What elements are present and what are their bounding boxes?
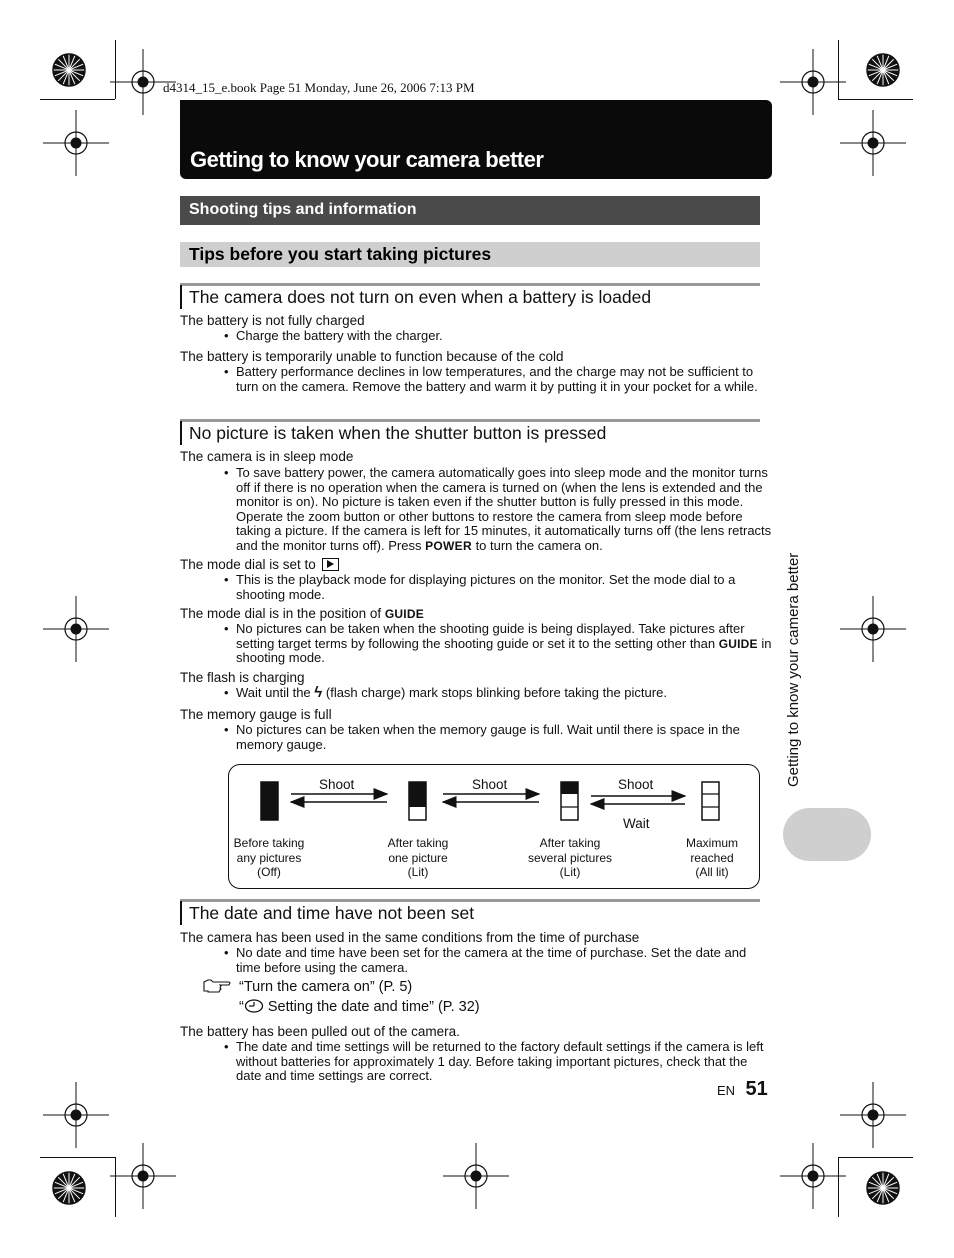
cause-mode-dial-guide: The mode dial is in the position of GUIDE — [180, 606, 424, 621]
memory-gauge-diagram — [228, 764, 760, 889]
playback-icon — [322, 558, 339, 571]
bullet-sleep-mode: • To save battery power, the camera automatically goes into sleep mode and the monitor turns off if there is no operation when the camera is turned on (when the lens is extended and the monitor is on). No picture is taken even if the shutter button is fully pressed in this mode. Operate the zoom button or other buttons to restore the camera from sleep mode before taking a picture. If the camera is left for 15 minutes, it automatically turns off (the lens retracts and the monitor turns off). Press POWER to turn the camera on. — [224, 466, 772, 554]
cause-battery-removed: The battery has been pulled out of the camera. — [180, 1024, 460, 1039]
chapter-title: Getting to know your camera better — [190, 147, 544, 172]
state-label-maximum: Maximum reached (All lit) — [685, 836, 738, 880]
bullet-battery-charge: • Charge the battery with the charger. — [224, 329, 772, 344]
state-label-one: After taking one picture (Lit) — [387, 836, 449, 880]
language-code: EN — [717, 1083, 736, 1098]
guide-mode-label-2: GUIDE — [718, 636, 758, 651]
reference-turn-on[interactable]: “Turn the camera on” (P. 5) — [239, 979, 413, 995]
gauge-off — [261, 782, 278, 820]
section-title: Shooting tips and information — [189, 201, 417, 218]
gauge-several-pictures — [561, 782, 578, 820]
label-wait: Wait — [623, 816, 650, 831]
clock-icon — [244, 999, 264, 1013]
state-label-several: After taking several pictures (Lit) — [527, 836, 613, 880]
page-number: 51 — [745, 1078, 768, 1100]
power-button-label: POWER — [425, 538, 472, 553]
heading-datetime-text: The date and time have not been set — [189, 903, 475, 923]
reference-hand-icon — [202, 978, 232, 994]
vertical-chapter-title: Getting to know your camera better — [785, 552, 802, 787]
cause-flash-charging: The flash is charging — [180, 670, 305, 685]
chapter-side-tab — [783, 808, 871, 861]
cause-sleep-mode: The camera is in sleep mode — [180, 449, 354, 464]
heading-battery — [180, 283, 760, 307]
label-shoot-1: Shoot — [319, 777, 355, 792]
label-shoot-3: Shoot — [618, 777, 654, 792]
heading-datetime — [180, 899, 760, 923]
cause-memory-full: The memory gauge is full — [180, 707, 332, 722]
bullet-mode-dial-guide: • No pictures can be taken when the shooting guide is being displayed. Take pictures after setting target terms by following the shooting guide or set it to the setting other than GUIDE in shooting mode. — [224, 622, 772, 666]
bullet-battery-removed: • The date and time settings will be returned to the factory default settings if the camera is left without batteries for approximately 1 day. Before taking important pictures, check that the date and time settings are correct. — [224, 1040, 772, 1084]
gauge-maximum — [702, 782, 719, 820]
reference-set-date[interactable]: “ Setting the date and time” (P. 32) — [239, 999, 480, 1015]
cause-mode-dial-playback: The mode dial is set to — [180, 557, 339, 572]
cause-battery-charge: The battery is not fully charged — [180, 313, 365, 328]
chapter-title-banner — [180, 100, 772, 179]
heading-battery-text: The camera does not turn on even when a battery is loaded — [189, 287, 652, 307]
bullet-datetime-purchase: • No date and time have been set for the camera at the time of purchase. Set the date and time before using the camera. — [224, 946, 772, 975]
book-file-info: d4314_15_e.book Page 51 Monday, June 26, 2006 7:13 PM — [163, 80, 475, 95]
gauge-one-picture — [409, 782, 426, 820]
subsection-title: Tips before you start taking pictures — [189, 244, 492, 264]
flash-charge-icon: ϟ — [314, 684, 323, 701]
subsection-bar — [180, 242, 760, 267]
label-shoot-2: Shoot — [472, 777, 508, 792]
bullet-flash-charging: • Wait until the ϟ (flash charge) mark stops blinking before taking the picture. — [224, 686, 772, 701]
heading-shutter-text: No picture is taken when the shutter button is pressed — [189, 423, 607, 443]
bullet-memory-full: • No pictures can be taken when the memory gauge is full. Wait until there is space in the memory gauge. — [224, 723, 772, 752]
page-footer — [717, 1078, 768, 1101]
cause-datetime-purchase: The camera has been used in the same conditions from the time of purchase — [180, 930, 640, 945]
section-bar — [180, 196, 760, 225]
heading-shutter — [180, 419, 760, 443]
guide-mode-label: GUIDE — [384, 607, 424, 621]
bullet-battery-cold: • Battery performance declines in low temperatures, and the charge may not be sufficient to turn on the camera. Remove the battery and warm it by putting it in your pocket for a while. — [224, 365, 772, 394]
bullet-mode-dial-playback: • This is the playback mode for displaying pictures on the monitor. Set the mode dial to a shooting mode. — [224, 573, 772, 602]
cause-battery-cold: The battery is temporarily unable to function because of the cold — [180, 349, 564, 364]
state-label-off: Before taking any pictures (Off) — [233, 836, 305, 880]
